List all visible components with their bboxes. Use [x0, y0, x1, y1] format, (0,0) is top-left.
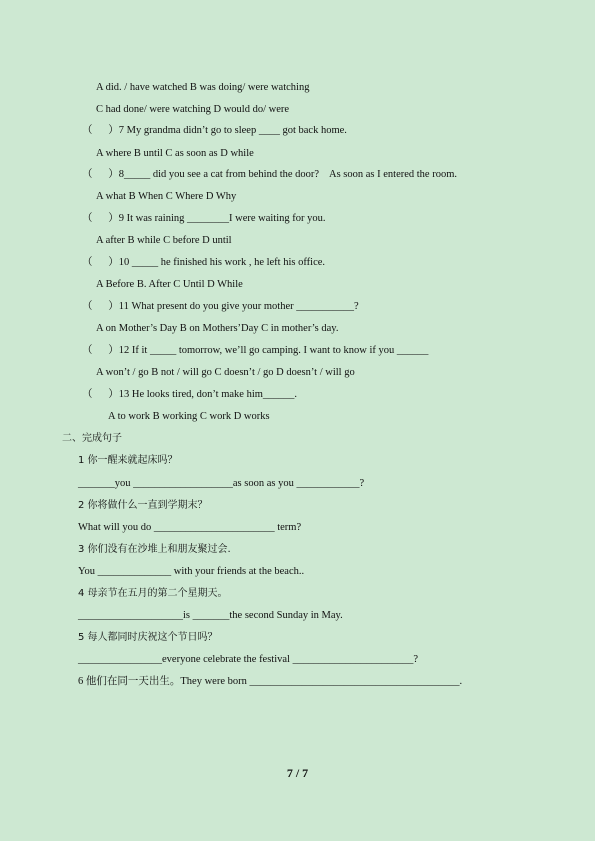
question-13-options: A to work B working C work D works	[108, 411, 270, 422]
question-11: （ ）11 What present do you give your mother ___________?	[82, 301, 359, 312]
question-10: （ ）10 _____ he finished his work , he left his office.	[82, 257, 326, 268]
question-9-options: A after B while C before D until	[96, 235, 232, 246]
question-12-options: A won’t / go B not / will go C doesn’t / go D doesn’t / will go	[96, 367, 355, 378]
question-8-options: A what B When C Where D Why	[96, 191, 237, 202]
question-9: （ ）9 It was raining ________I were waiting for you.	[82, 213, 326, 224]
page-number: 7 / 7	[286, 766, 309, 780]
sentence-1-chinese: 1 你一醒来就起床吗？	[78, 455, 178, 466]
sentence-1-english: _______you ___________________as soon as you ____________?	[78, 478, 365, 489]
sentence-3-english: You ______________ with your friends at the beach..	[78, 566, 305, 577]
sentence-4-chinese: 4 母亲节在五月的第二个星期天。	[78, 588, 228, 599]
q6-options-ab: A did. / have watched B was doing/ were watching	[96, 82, 310, 93]
sentence-2-chinese: 2 你将做什么一直到学期末？	[78, 500, 208, 511]
sentence-2-english: What will you do _______________________ term?	[78, 522, 302, 533]
sentence-4-english: ____________________is _______the second Sunday in May.	[78, 610, 343, 621]
question-10-options: A Before B. After C Until D While	[96, 279, 243, 290]
sentence-5-chinese: 5 每人都同时庆祝这个节日吗？	[78, 632, 218, 643]
question-7: （ ）7 My grandma didn’t go to sleep ____ got back home.	[82, 125, 347, 136]
sentence-3-chinese: 3 你们没有在沙堆上和朋友聚过会.	[78, 544, 231, 555]
question-7-options: A where B until C as soon as D while	[96, 148, 254, 159]
sentence-5-english: ________________everyone celebrate the festival _______________________?	[78, 654, 419, 665]
sentence-6: 6 他们在同一天出生。They were born ________________________________________.	[78, 676, 463, 687]
section-2-heading: 二、完成句子	[62, 433, 122, 444]
q6-options-cd: C had done/ were watching D would do/ were	[96, 104, 290, 115]
question-12: （ ）12 If it _____ tomorrow, we’ll go camping. I want to know if you ______	[82, 345, 429, 356]
question-13: （ ）13 He looks tired, don’t make him______.	[82, 389, 298, 400]
question-11-options: A on Mother’s Day B on Mothers’Day C in mother’s day.	[96, 323, 339, 334]
question-8: （ ）8_____ did you see a cat from behind the door? As soon as I entered the room.	[82, 169, 458, 180]
